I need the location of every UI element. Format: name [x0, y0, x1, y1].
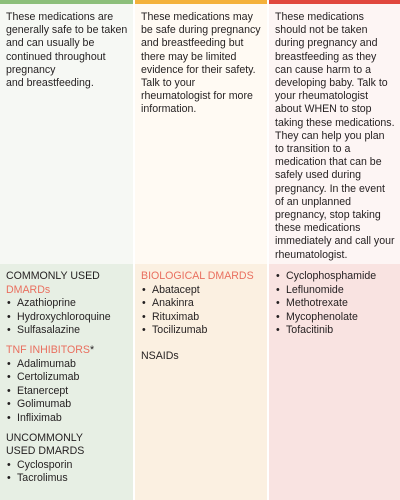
list-item: • Golimumab: [6, 398, 129, 412]
nsaids-label: NSAIDs: [141, 349, 179, 362]
list-item: • Rituximab: [141, 311, 263, 325]
uncommonly-used-list: [6, 459, 129, 486]
caution-description-cell: [135, 4, 267, 264]
list-item: • Tocilizumab: [141, 324, 263, 338]
biological-dmards-title: BIOLOGICAL DMARDS: [141, 270, 254, 282]
list-item: • Tofacitinib: [275, 324, 396, 338]
caution-description: These medications may be safe during pregnancy and breastfeeding but there may be limited evidence for their safety. Talk to your rheumatologist for more information.: [141, 11, 261, 116]
safe-description-cell: [0, 4, 133, 264]
list-item: • Adalimumab: [6, 358, 129, 372]
commonly-used-title: COMMONLY USED: [6, 270, 100, 282]
safe-column: [0, 4, 133, 500]
list-item: • Cyclosporin: [6, 459, 129, 473]
avoid-description-cell: [269, 4, 400, 264]
list-item: • Methotrexate: [275, 297, 396, 311]
list-item: • Certolizumab: [6, 371, 129, 385]
list-item: • Tacrolimus: [6, 472, 129, 486]
avoid-description: These medications should not be taken during pregnancy and breastfeeding as they can cause harm to a developing baby. Talk to your rheumatologist about WHEN to stop taking these medications. They can help you plan to transition to a medication that can be safely used during pregnancy. In the event of an unplanned pregnancy, stop taking these medications immediately and call your rheumatologist.: [275, 11, 395, 261]
uncommonly-used-title-line2: USED DMARDS: [6, 445, 85, 458]
list-item: • Abatacept: [141, 284, 263, 298]
safe-description: These medications are generally safe to be taken and can usually be continued throughout pregnancy and breastfeeding.: [6, 11, 128, 90]
tnf-star: *: [89, 343, 95, 356]
tnf-inhibitors-label: TNF INHIBITORS: [6, 343, 90, 356]
list-item: • Sulfasalazine: [6, 324, 129, 338]
avoid-column: [269, 4, 400, 500]
list-item: • Anakinra: [141, 297, 263, 311]
tnf-inhibitors-list: [6, 358, 129, 426]
list-item: • Cyclophosphamide: [275, 270, 396, 284]
list-item: • Mycophenolate: [275, 311, 396, 325]
list-item: • Azathioprine: [6, 297, 129, 311]
caution-medications-cell: [141, 270, 263, 364]
tnf-inhibitors-title: [6, 344, 129, 358]
caution-column: [135, 4, 267, 500]
list-item: • Etanercept: [6, 385, 129, 399]
safe-medications-cell: [6, 270, 129, 492]
commonly-used-list: [6, 297, 129, 338]
list-item: • Infliximab: [6, 412, 129, 426]
avoid-medications-list: [275, 270, 396, 338]
dmards-subtitle: DMARDs: [6, 283, 51, 296]
list-item: • Leflunomide: [275, 284, 396, 298]
biological-dmards-list: [141, 284, 263, 338]
avoid-medications-cell: [275, 270, 396, 344]
list-item: • Hydroxychloroquine: [6, 311, 129, 325]
uncommonly-used-title-line1: UNCOMMONLY: [6, 431, 83, 444]
